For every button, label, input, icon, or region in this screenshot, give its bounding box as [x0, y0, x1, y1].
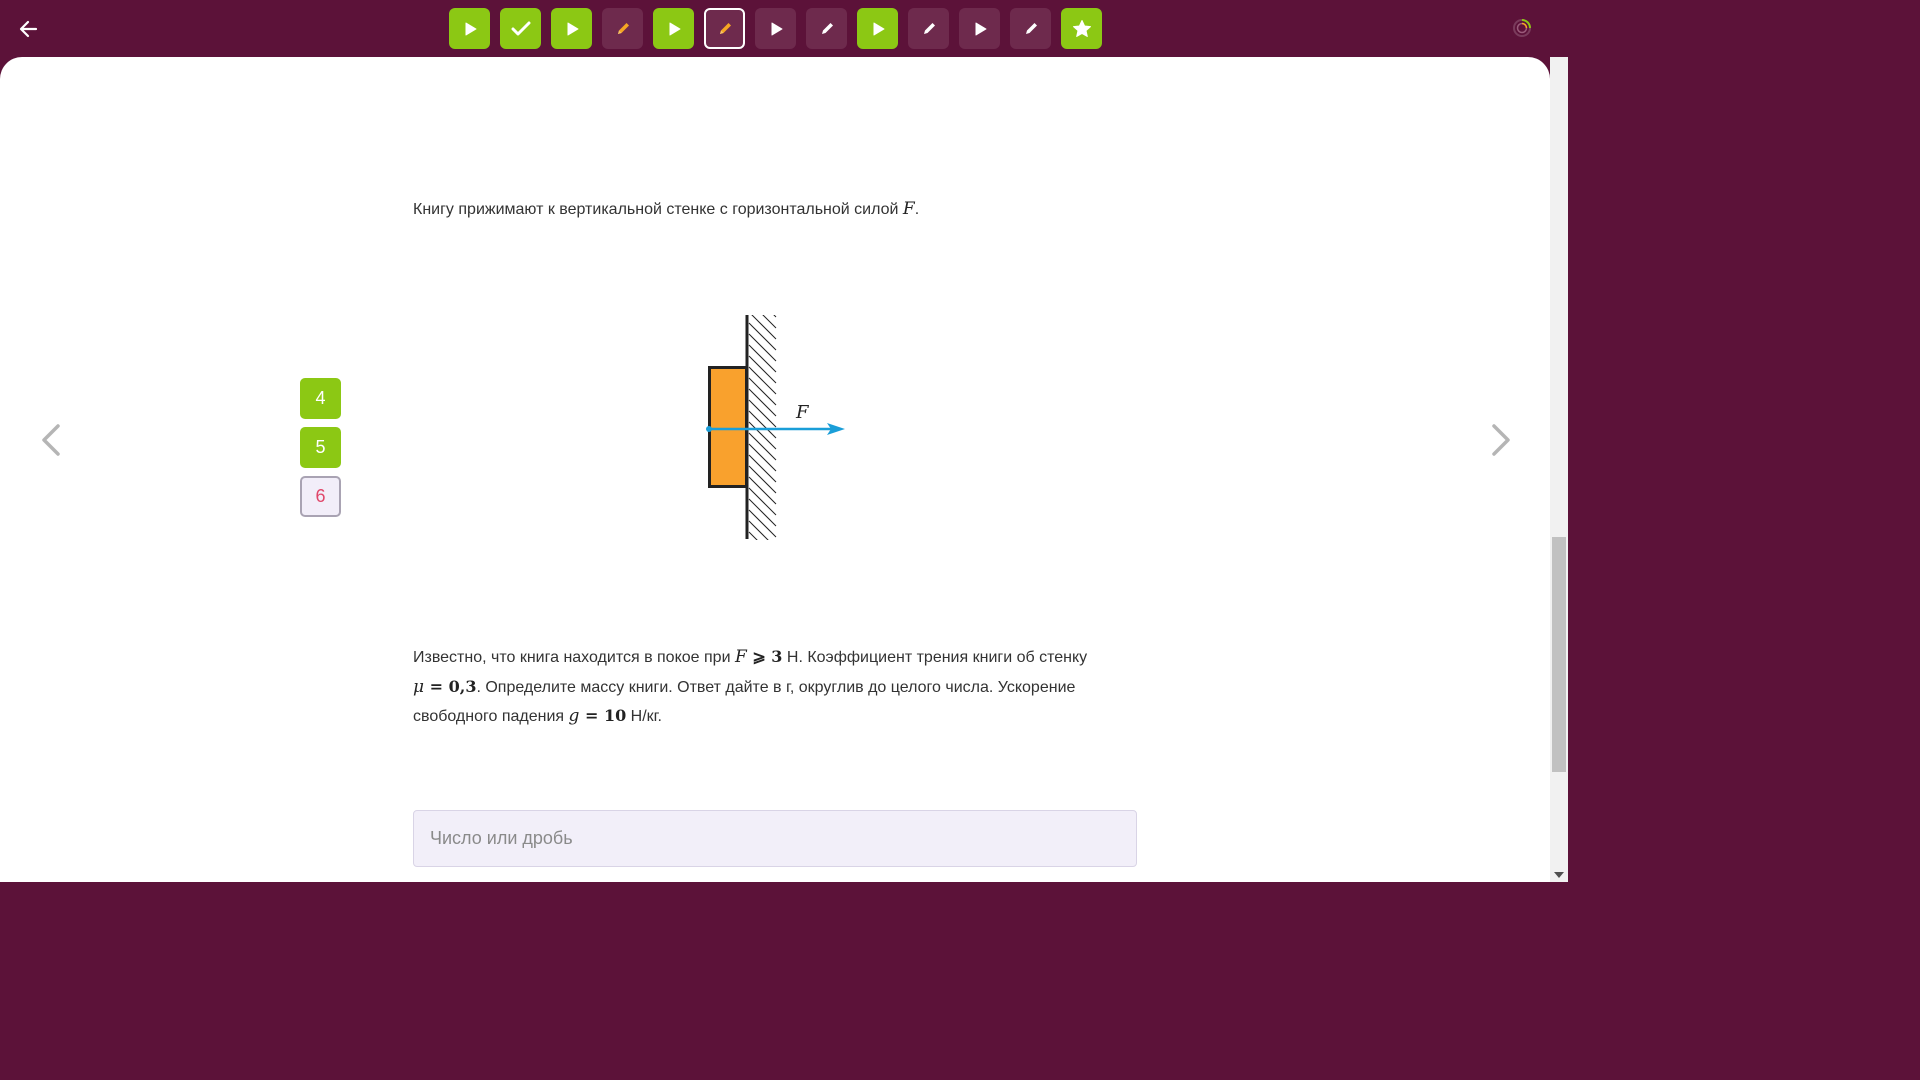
step-1-button[interactable] [449, 8, 490, 49]
scroll-down-arrow-icon[interactable] [1554, 872, 1564, 878]
step-7-button[interactable] [755, 8, 796, 49]
step-3-button[interactable] [551, 8, 592, 49]
hatch-line [749, 389, 776, 416]
force-origin-dot [706, 426, 712, 432]
previous-task-button[interactable] [36, 420, 66, 460]
math-f-relation: ⩾ [746, 647, 772, 666]
step-9-button[interactable] [857, 8, 898, 49]
hatch-line [749, 543, 776, 545]
math-f-value: 3 [771, 647, 783, 666]
play-icon [768, 21, 784, 37]
hatch-line [749, 345, 776, 372]
hatch-line [749, 433, 776, 460]
math-g-value: 10 [603, 706, 627, 725]
hatch-line [749, 378, 776, 405]
subtask-6-button[interactable]: 6 [300, 476, 341, 517]
hatch-line [749, 400, 776, 427]
play-icon [462, 21, 478, 37]
intro-math-var: F [902, 199, 915, 219]
step-8-button[interactable] [806, 8, 847, 49]
intro-text: Книгу прижимают к вертикальной стенке с горизонтальной силой [413, 201, 899, 218]
top-bar [0, 0, 1568, 58]
step-4-button[interactable] [602, 8, 643, 49]
math-mu-relation: = [424, 676, 449, 696]
body-text-c: . Определите массу книги. Ответ дайте в г, округлив до целого числа. Ускорение свободного падения [413, 678, 1076, 725]
step-6-button[interactable] [704, 8, 745, 49]
answer-input[interactable] [413, 810, 1137, 867]
hatch-line [749, 477, 776, 504]
question-body [413, 643, 1138, 732]
step-13-button[interactable] [1061, 8, 1102, 49]
hatch-line [749, 356, 776, 383]
hatch-line [749, 411, 776, 438]
hatch-line [749, 444, 776, 471]
step-5-button[interactable] [653, 8, 694, 49]
step-11-button[interactable] [959, 8, 1000, 49]
math-g-var: g [568, 706, 580, 726]
hatch-line [749, 466, 776, 493]
progress-ring-icon [1512, 18, 1532, 38]
star-icon [1072, 19, 1092, 39]
pencil-icon [921, 21, 937, 37]
hatch-line [749, 422, 776, 449]
math-g-relation: = [579, 706, 604, 725]
scrollbar[interactable] [1550, 57, 1568, 882]
pencil-icon [717, 21, 733, 37]
math-f-var: F [734, 647, 747, 667]
back-button[interactable] [14, 14, 44, 44]
chevron-right-icon [1486, 420, 1516, 460]
step-2-button[interactable] [500, 8, 541, 49]
subtask-4-button[interactable]: 4 [300, 378, 341, 419]
play-icon [564, 21, 580, 37]
pencil-icon [819, 21, 835, 37]
step-10-button[interactable] [908, 8, 949, 49]
play-icon [666, 21, 682, 37]
play-icon [972, 21, 988, 37]
scrollbar-thumb[interactable] [1552, 537, 1566, 772]
math-mu-var: μ [413, 676, 425, 697]
play-icon [870, 21, 886, 37]
hatch-line [749, 367, 776, 394]
pencil-icon [615, 21, 631, 37]
wall-hatching [749, 310, 776, 545]
subtask-5-button[interactable]: 5 [300, 427, 341, 468]
hatch-line [749, 334, 776, 361]
subtask-navigation [300, 378, 341, 517]
hatch-line [749, 455, 776, 482]
hatch-line [749, 510, 776, 537]
body-text-a: Известно, что книга находится в покое при [413, 649, 731, 666]
question-intro [413, 195, 1138, 225]
step-navigation [449, 8, 1102, 49]
hatch-line [749, 312, 776, 339]
chevron-left-icon [36, 420, 66, 460]
hatch-line [749, 488, 776, 515]
force-label: F [796, 402, 809, 423]
intro-end: . [914, 201, 920, 218]
book-block [710, 368, 747, 487]
body-text-b: Н. Коэффициент трения книги об стенку [786, 649, 1088, 666]
hatch-line [749, 323, 776, 350]
arrow-left-icon [14, 14, 44, 44]
next-task-button[interactable] [1486, 420, 1516, 460]
check-icon [511, 21, 531, 37]
physics-figure [690, 310, 860, 545]
step-12-button[interactable] [1010, 8, 1051, 49]
body-text-d: Н/кг. [630, 708, 662, 725]
math-mu-value: 0,3 [448, 676, 477, 696]
pencil-icon [1023, 21, 1039, 37]
hatch-line [749, 499, 776, 526]
